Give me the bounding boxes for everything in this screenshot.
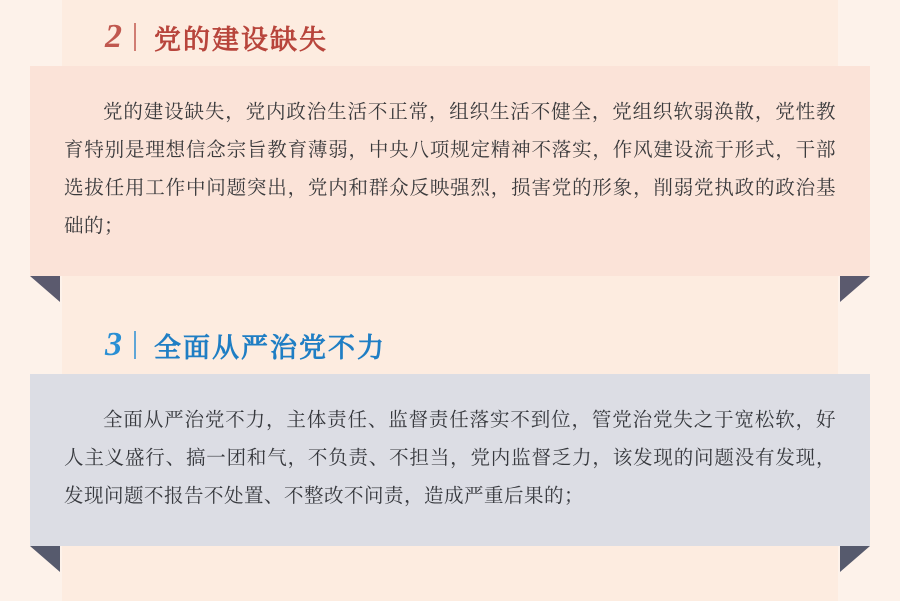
section-spacer bbox=[0, 276, 900, 316]
section-body bbox=[30, 66, 870, 276]
section-title: 党的建设缺失 bbox=[154, 24, 328, 55]
top-spacer bbox=[0, 0, 900, 8]
section-title: 全面从严治党不力 bbox=[154, 332, 386, 363]
section-paragraph: 全面从严治党不力，主体责任、监督责任落实不到位，管党治党失之于宽松软，好人主义盛行、搞一团和气，不负责、不担当，党内监督乏力，该发现的问题没有发现，发现问题不报告不处置、不整改不问责，造成严重后果的； bbox=[64, 410, 836, 507]
section-paragraph: 党的建设缺失，党内政治生活不正常，组织生活不健全，党组织软弱涣散，党性教育特别是理想信念宗旨教育薄弱，中央八项规定精神不落实，作风建设流于形式，干部选拔任用工作中问题突出，党内和群众反映强烈，损害党的形象，削弱党执政的政治基础的； bbox=[64, 102, 836, 237]
ribbon-fold-left bbox=[30, 276, 60, 302]
section-number: 3 bbox=[105, 326, 122, 363]
section-header bbox=[0, 316, 900, 374]
ribbon-fold-left bbox=[30, 546, 60, 572]
ribbon-fold-right bbox=[840, 546, 870, 572]
ribbon-fold-right bbox=[840, 276, 870, 302]
section-divider bbox=[134, 331, 136, 359]
section-strict-governance bbox=[0, 316, 900, 546]
section-party-building bbox=[0, 8, 900, 276]
section-header bbox=[0, 8, 900, 66]
section-body bbox=[30, 374, 870, 546]
section-number: 2 bbox=[105, 18, 122, 55]
section-divider bbox=[134, 23, 136, 51]
